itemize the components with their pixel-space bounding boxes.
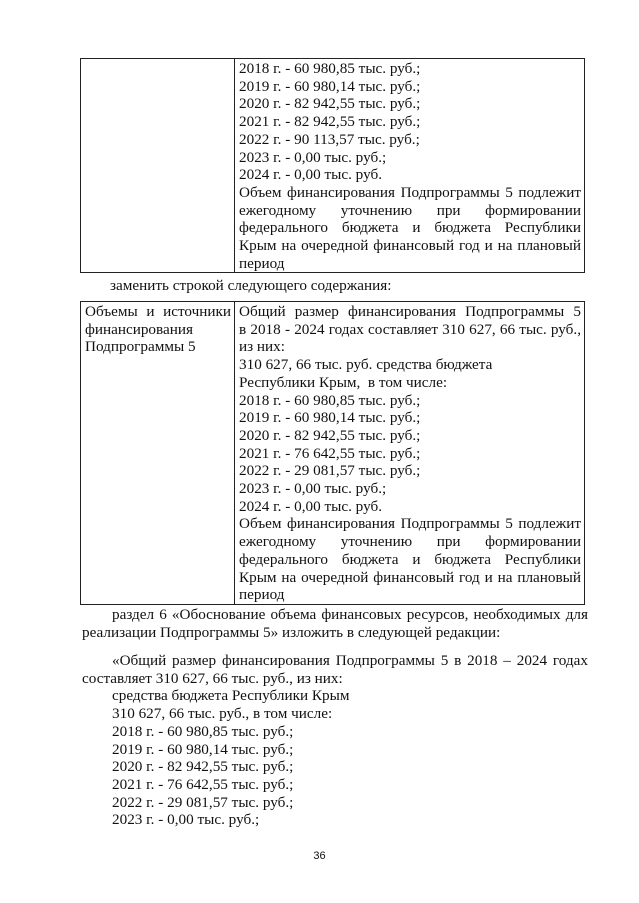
quote-line: 310 627, 66 тыс. руб., в том числе: xyxy=(112,705,333,723)
table-cell-left xyxy=(81,59,235,273)
quote-line: 2018 г. - 60 980,85 тыс. руб.; xyxy=(112,722,294,740)
year-line: 2018 г. - 60 980,85 тыс. руб.; xyxy=(239,60,421,77)
quote-line: 2021 г. - 76 642,55 тыс. руб.; xyxy=(112,775,294,793)
quote-paragraph xyxy=(82,652,588,829)
intro-line: Общий размер финансирования Подпрограммы 5 xyxy=(239,303,581,320)
note-line: федерального бюджета и бюджета Республики xyxy=(239,550,581,568)
table-cell-right xyxy=(235,302,585,605)
year-line: 2020 г. - 82 942,55 тыс. руб.; xyxy=(239,95,421,113)
note-line: Объем финансирования Подпрограммы 5 подлежит xyxy=(239,515,581,533)
note-line: ежегодному уточнению при формировании xyxy=(239,533,581,551)
note-line: период xyxy=(239,586,285,604)
left-label-line: Объемы и источники xyxy=(85,303,231,320)
year-line: 2022 г. - 90 113,57 тыс. руб.; xyxy=(239,130,420,148)
left-label-line: финансирования xyxy=(85,320,193,338)
financing-table-old xyxy=(80,58,585,273)
note-line: ежегодному уточнению при формировании xyxy=(239,201,581,219)
page-number: 36 xyxy=(313,850,326,862)
budget-line: Республики Крым, в том числе: xyxy=(239,373,448,391)
paragraph-line: реализации Подпрограммы 5» изложить в следующей редакции: xyxy=(82,623,501,641)
quote-line: 2023 г. - 0,00 тыс. руб.; xyxy=(112,811,260,829)
paragraph-line: раздел 6 «Обоснование объема финансовых ресурсов, необходимых для xyxy=(112,606,588,623)
table-cell-right xyxy=(235,59,585,273)
year-line: 2023 г. - 0,00 тыс. руб.; xyxy=(239,148,387,166)
note-line: Крым на очередной финансовый год и на плановый xyxy=(239,568,581,586)
quote-line: средства бюджета Республики Крым xyxy=(112,687,350,705)
intro-line: в 2018 - 2024 годах составляет 310 627, 66 тыс. руб., xyxy=(239,320,581,338)
note-line: Крым на очередной финансовый год и на плановый xyxy=(239,237,581,255)
year-line: 2022 г. - 29 081,57 тыс. руб.; xyxy=(239,462,421,480)
year-line: 2019 г. - 60 980,14 тыс. руб.; xyxy=(239,409,421,427)
year-line: 2024 г. - 0,00 тыс. руб. xyxy=(239,497,382,515)
year-line: 2018 г. - 60 980,85 тыс. руб.; xyxy=(239,391,421,409)
replace-instruction: заменить строкой следующего содержания: xyxy=(110,277,392,294)
budget-line: 310 627, 66 тыс. руб. средства бюджета xyxy=(239,356,493,374)
note-line: Объем финансирования Подпрограммы 5 подлежит xyxy=(239,183,581,201)
left-label-line: Подпрограммы 5 xyxy=(85,338,196,356)
quote-line: 2019 г. - 60 980,14 тыс. руб.; xyxy=(112,740,294,758)
note-line: период xyxy=(239,254,285,272)
paragraph-line: составляет 310 627, 66 тыс. руб., из них: xyxy=(82,669,343,687)
note-line: федерального бюджета и бюджета Республики xyxy=(239,219,581,237)
paragraph-line: «Общий размер финансирования Подпрограммы 5 в 2018 – 2024 годах xyxy=(112,652,588,669)
table-row xyxy=(81,302,585,605)
year-line: 2024 г. - 0,00 тыс. руб. xyxy=(239,166,382,184)
financing-table-new xyxy=(80,301,585,605)
year-line: 2019 г. - 60 980,14 тыс. руб.; xyxy=(239,77,421,95)
year-line: 2021 г. - 76 642,55 тыс. руб.; xyxy=(239,444,421,462)
year-line: 2020 г. - 82 942,55 тыс. руб.; xyxy=(239,426,421,444)
year-line: 2021 г. - 82 942,55 тыс. руб.; xyxy=(239,113,421,131)
intro-line: из них: xyxy=(239,338,285,356)
section6-paragraph xyxy=(82,606,588,641)
quote-line: 2022 г. - 29 081,57 тыс. руб.; xyxy=(112,793,294,811)
year-line: 2023 г. - 0,00 тыс. руб.; xyxy=(239,480,387,498)
quote-line: 2020 г. - 82 942,55 тыс. руб.; xyxy=(112,758,294,776)
table-row xyxy=(81,59,585,273)
table-cell-left xyxy=(81,302,235,605)
